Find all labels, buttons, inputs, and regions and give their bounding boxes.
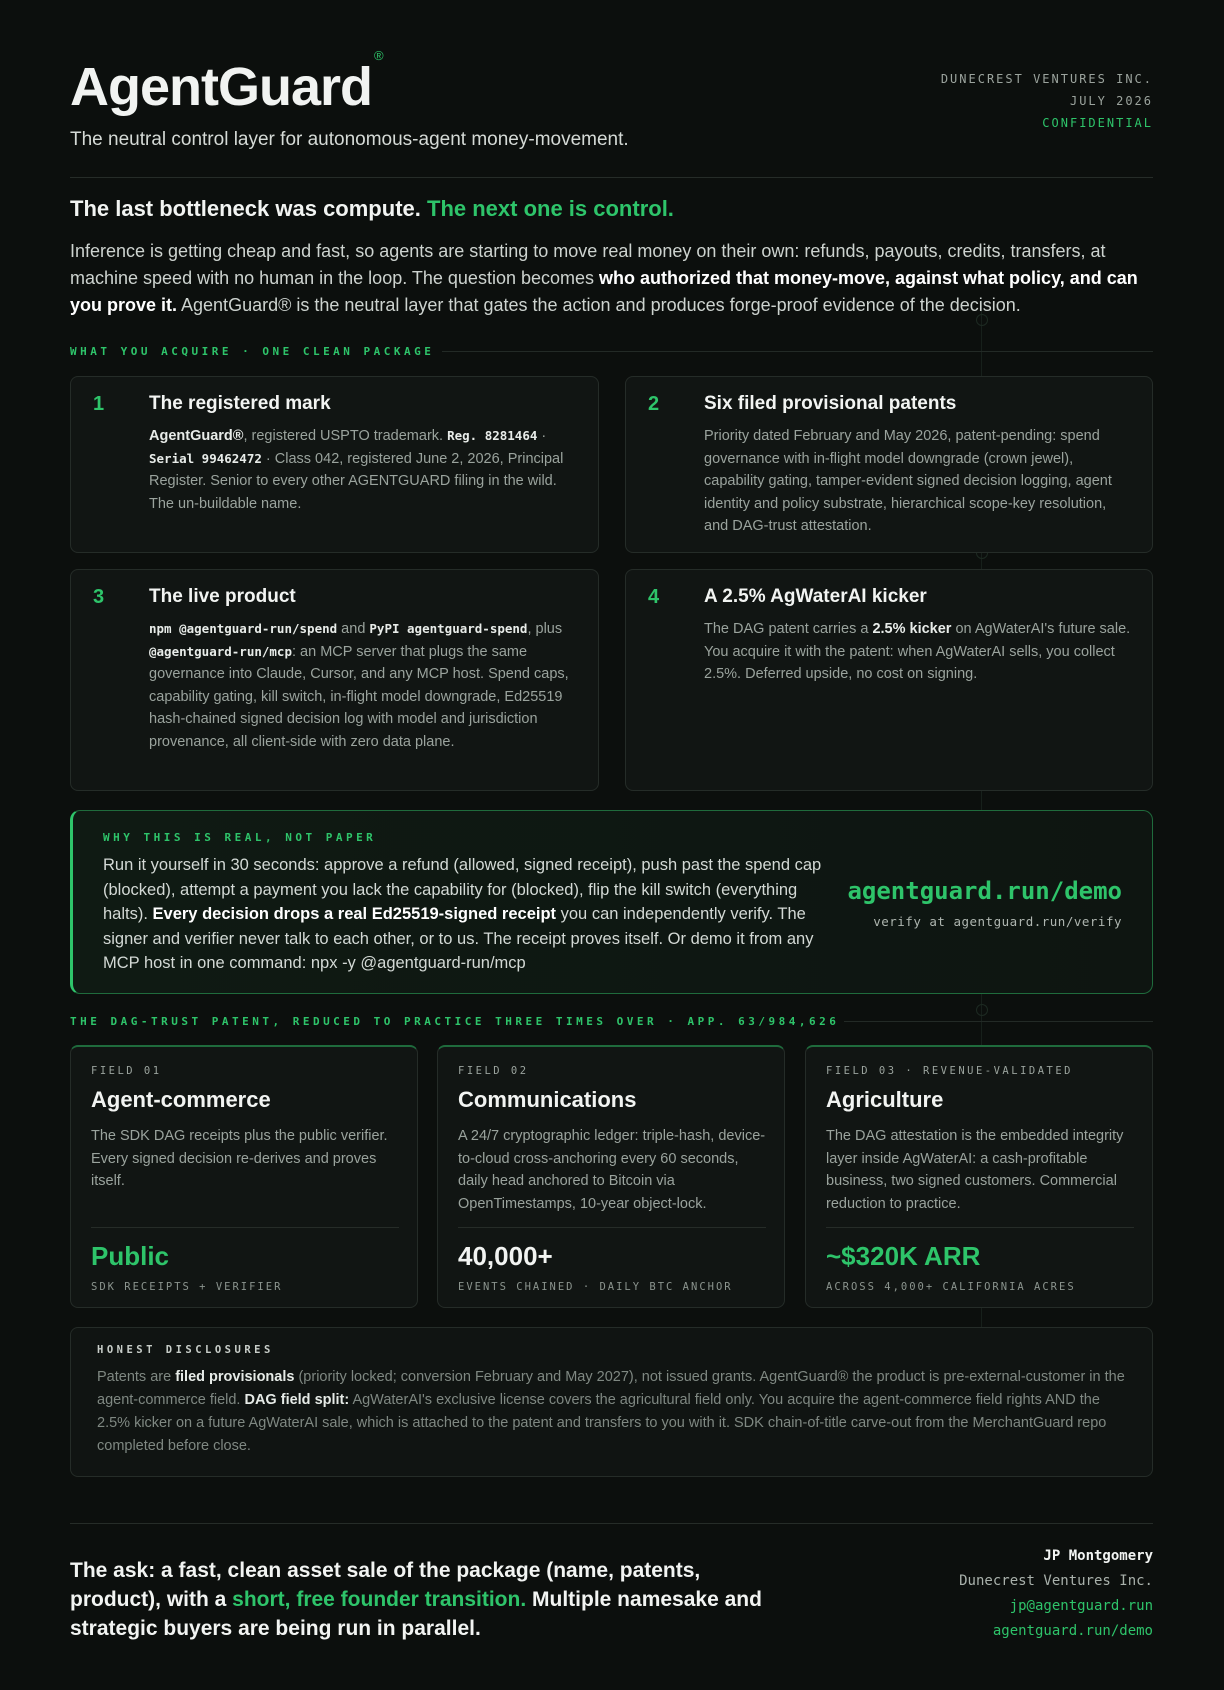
acquire-card-patents [625, 376, 1153, 553]
the-ask: The ask: a fast, clean asset sale of the package (name, patents, product), with a short, free founder transition. Multiple namesake and strategic buyers are being run in parallel. [70, 1559, 762, 1640]
card-title: The live product [149, 586, 296, 607]
document-page [70, 0, 1153, 1640]
field-card-agriculture [805, 1045, 1153, 1308]
field-stat: 40,000+ [458, 1241, 553, 1271]
acquire-card-kicker [625, 569, 1153, 791]
card-title: The registered mark [149, 393, 331, 414]
section-label-dag: THE DAG-TRUST PATENT, REDUCED TO PRACTICE THREE TIMES OVER · APP. 63/984,626 [70, 1015, 840, 1028]
proof-label: WHY THIS IS REAL, NOT PAPER [103, 831, 377, 844]
tagline: The neutral control layer for autonomous-agent money-movement. [70, 129, 629, 150]
divider [70, 177, 1153, 178]
card-body: The DAG patent carries a 2.5% kicker on AgWaterAI's future sale. You acquire it with the patent: when AgWaterAI sells, you collect 2.5%. Deferred upside, no cost on signing. [704, 621, 1131, 682]
card-body: npm @agentguard-run/spend and PyPI agentguard-spend, plus @agentguard-run/mcp: an MCP server that plugs the same governance into Claude, Cursor, and any MCP host. Spend caps, capability gating, kill switch, in-flight model downgrade, Ed25519 hash-chained signed decision log with model and jurisdiction provenance, all client-side with zero data plane. [149, 621, 569, 750]
card-number: 1 [93, 393, 105, 415]
field-label: FIELD 03 · REVENUE-VALIDATED [826, 1065, 1074, 1077]
section-divider [844, 1021, 1153, 1022]
field-label: FIELD 01 [91, 1065, 162, 1077]
disclosures-label: HONEST DISCLOSURES [97, 1344, 274, 1356]
card-number: 2 [648, 393, 660, 415]
contact-email-link[interactable]: jp@agentguard.run [1009, 1598, 1153, 1614]
header [70, 0, 1153, 178]
disclosures-box [70, 1327, 1153, 1477]
divider [91, 1227, 399, 1228]
section-label-acquire: WHAT YOU ACQUIRE · ONE CLEAN PACKAGE [70, 345, 435, 358]
field-body: A 24/7 cryptographic ledger: triple-hash, device-to-cloud cross-anchoring every 60 seconds, daily head anchored to Bitcoin via OpenTimestamps, 10-year object-lock. [458, 1128, 766, 1212]
registered-mark: ® [374, 48, 383, 63]
field-title: Communications [458, 1087, 637, 1112]
field-stat: Public [91, 1241, 170, 1271]
field-card-communications [437, 1045, 785, 1308]
contact-name: JP Montgomery [1043, 1548, 1153, 1564]
intro-paragraph: Inference is getting cheap and fast, so agents are starting to move real money on their own: refunds, payouts, credits, transfers, at machine speed with no human in the loop. The question becomes who authorized that money-move, against what policy, and can you prove it. AgentGuard® is the neutral layer that gates the action and produces forge-proof evidence of the decision. [70, 241, 1138, 315]
card-title: Six filed provisional patents [704, 393, 957, 414]
field-body: The DAG attestation is the embedded integrity layer inside AgWaterAI: a cash-profitable business, two signed customers. Commercial reduction to practice. [826, 1128, 1124, 1212]
card-title: A 2.5% AgWaterAI kicker [704, 586, 927, 607]
disclosures-text: Patents are filed provisionals (priority locked; conversion February and May 2027), not issued grants. AgentGuard® the product is pre-external-customer in the agent-commerce field. DAG field split: AgWaterAI's exclusive license covers the agricultural field only. You acquire the agent-commerce field rights AND the 2.5% kicker on a future AgWaterAI sale, which is attached to the patent and transfers to you with it. SDK chain-of-title carve-out from the MerchantGuard repo completed before close. [97, 1369, 1125, 1454]
section-divider [442, 351, 1153, 352]
divider [70, 1523, 1153, 1524]
field-title: Agent-commerce [91, 1087, 271, 1112]
proof-callout [70, 810, 1153, 994]
card-number: 4 [648, 586, 660, 608]
header-meta [941, 68, 1153, 134]
document-date: JULY 2026 [1069, 94, 1153, 108]
acquire-card-product [70, 569, 599, 791]
field-title: Agriculture [826, 1087, 944, 1112]
verify-link[interactable]: verify at agentguard.run/verify [873, 914, 1122, 929]
acquire-card-mark [70, 376, 599, 553]
field-stat-caption: EVENTS CHAINED · DAILY BTC ANCHOR [458, 1281, 733, 1293]
card-body: AgentGuard®, registered USPTO trademark. Reg. 8281464 · Serial 99462472 · Class 042, registered June 2, 2026, Principal Register. Senior to every other AGENTGUARD filing in the wild. The un-buildable name. [149, 428, 564, 512]
contact-company: Dunecrest Ventures Inc. [959, 1573, 1153, 1589]
card-body: Priority dated February and May 2026, patent-pending: spend governance with in-flight model downgrade (crown jewel), capability gating, tamper-evident signed decision logging, agent identity and policy substrate, hierarchical scope-key resolution, and DAG-trust attestation. [704, 428, 1112, 534]
decorative-timeline-dot [976, 1004, 988, 1016]
contact-demo-link[interactable]: agentguard.run/demo [992, 1623, 1153, 1639]
field-label: FIELD 02 [458, 1065, 529, 1077]
field-card-agent-commerce [70, 1045, 418, 1308]
confidential-label: CONFIDENTIAL [1042, 116, 1153, 130]
divider [826, 1227, 1134, 1228]
proof-text: Run it yourself in 30 seconds: approve a refund (allowed, signed receipt), push past the spend cap (blocked), attempt a payment you lack the capability for (blocked), flip the kill switch (everything halts). Every decision drops a real Ed25519-signed receipt you can independently verify. The signer and verifier never talk to each other, or to us. The receipt proves itself. Or demo it from any MCP host in one command: npx -y @agentguard-run/mcp [103, 856, 822, 972]
field-stat-caption: SDK RECEIPTS + VERIFIER [91, 1281, 283, 1293]
divider [458, 1227, 766, 1228]
company-name: DUNECREST VENTURES INC. [940, 72, 1153, 86]
demo-link[interactable]: agentguard.run/demo [847, 877, 1122, 905]
field-stat: ~$320K ARR [826, 1241, 981, 1271]
brand-logo: AgentGuard® [70, 48, 383, 117]
card-number: 3 [93, 586, 105, 608]
field-body: The SDK DAG receipts plus the public verifier. Every signed decision re-derives and proves itself. [91, 1128, 388, 1189]
headline: The last bottleneck was compute. The next one is control. [70, 196, 674, 221]
contact-block [959, 1544, 1153, 1644]
field-stat-caption: ACROSS 4,000+ CALIFORNIA ACRES [826, 1281, 1076, 1293]
